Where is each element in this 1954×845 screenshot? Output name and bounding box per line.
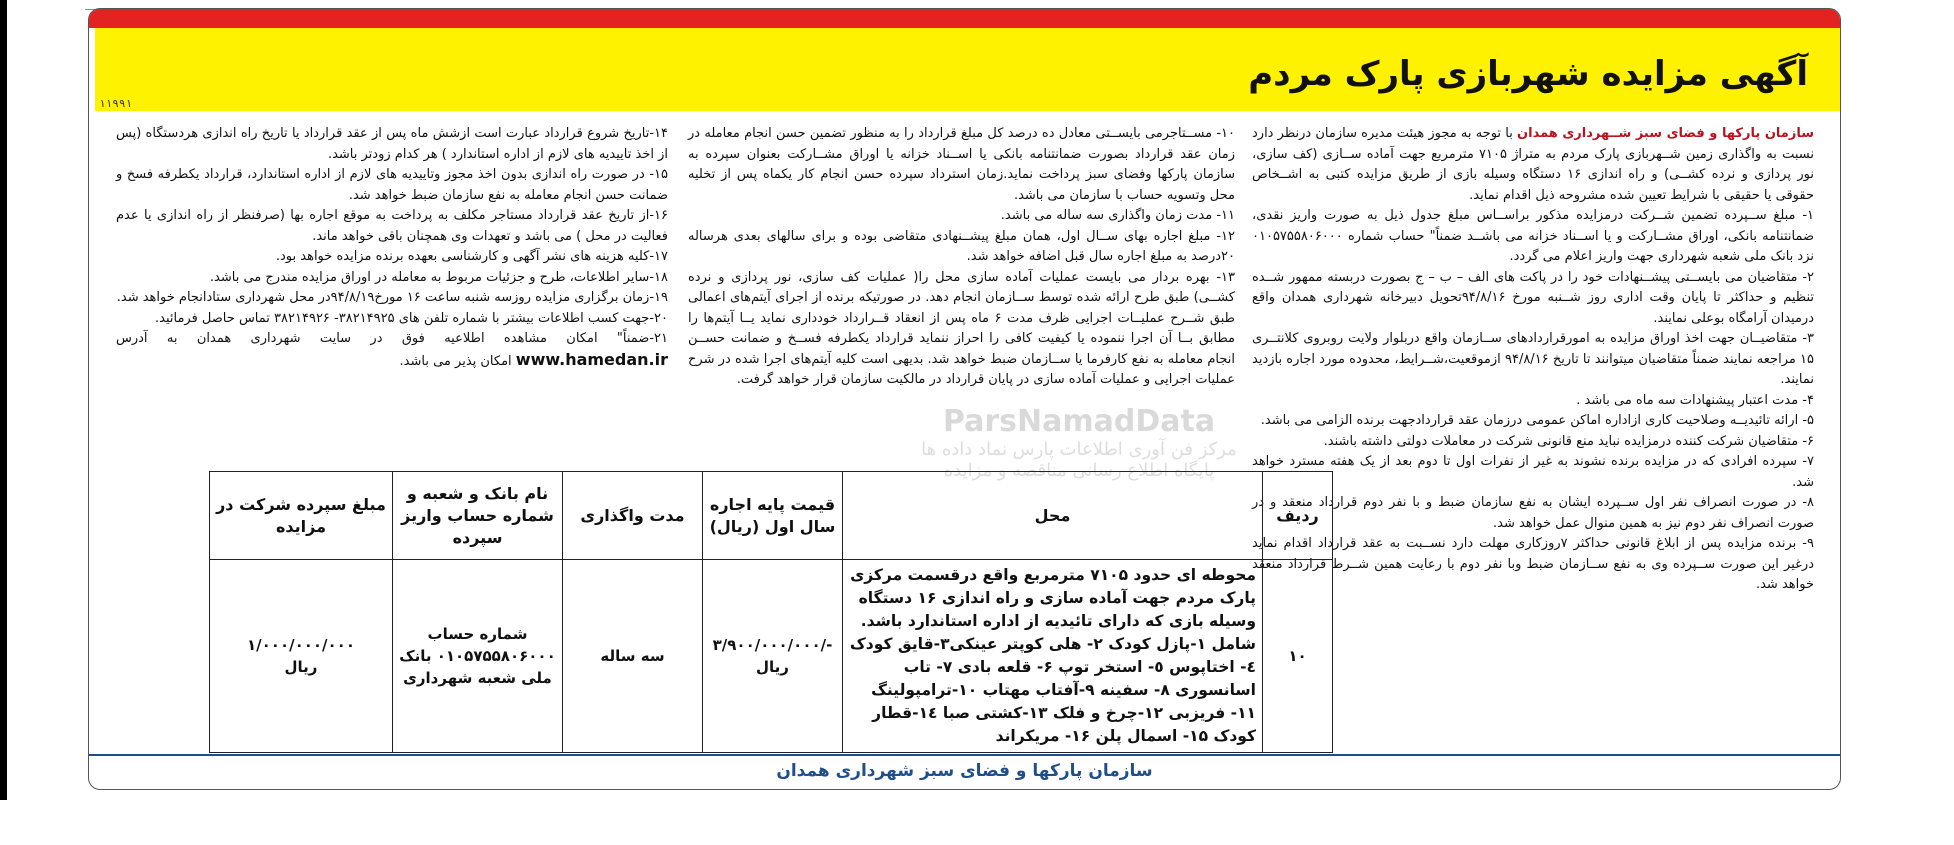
- cell-base-price: [703, 560, 843, 753]
- watermark-line-1: مرکز فن آوری اطلاعات پارس نماد داده ها: [921, 439, 1237, 460]
- term-item: ۷- سپرده افرادی که در مزایده برنده نشوند به غیر از نفرات اول تا دوم بعد از یک هفته مسترد خواهد شد.: [1252, 454, 1814, 490]
- term-item: ۱۵- در صورت راه اندازی بدون اخذ مجوز وتاییدیه های لازم از اداره استاندارد، قرارداد یکطرفه فسخ و ضمانت حسن انجام معامله به نفع سازمان ضبط خواهد شد.: [116, 167, 668, 203]
- header-location: محل: [843, 472, 1263, 560]
- website-suffix: امکان پذیر می باشد.: [399, 353, 516, 369]
- term-item: ۹- برنده مزایده پس از ابلاغ قانونی حداکثر ۷روزکاری مهلت دارد نســبت به عقد قرارداد اقدام نماید درغیر این صورت ســپرده وی به نفع ســازمان ضبط وبا نفر دوم با رعایت همین شــرط قرارداد منعقد خواهد شد.: [1252, 536, 1814, 592]
- cell-duration: سه ساله: [563, 560, 703, 753]
- cell-row-no: ۱۰: [1263, 560, 1333, 753]
- cell-bank: شماره حساب ۰۱۰۵۷۵۵۸۰۶۰۰۰ بانک ملی شعبه شهرداری: [393, 560, 563, 753]
- term-item: ۶- متقاضیان شرکت کننده درمزایده نباید منع قانونی شرکت در معاملات دولتی داشته باشند.: [1323, 433, 1814, 449]
- term-item: ۱۰- مســتاجرمی بایســتی معادل ده درصد کل مبلغ قرارداد را به منظور تضمین حسن انجام معامله در زمان عقد قرارداد بصورت ضمانتنامه بانکی یا اســناد خزانه یا اوراق مشــارکت بعنوان سپرده به سازمان پارکها وفضای سبز پرداخت نماید.زمان استرداد سپرده حسن انجام کار یکماه پس از تخلیه محل وتسویه حساب با سازمان می باشد.: [688, 126, 1235, 203]
- term-item: ۱۳- بهره بردار می بایست عملیات آماده سازی محل را( عملیات کف سازی، نور پردازی و نرده کشــی) طبق طرح ارائه شده توسط ســازمان انجام دهد. در صورتیکه برنده از اجرای آیتم‌های اعمالی طبق شــرح عملیــات اجرایی ظرف مدت ۶ ماه پس از انعقاد قــرارداد خودداری نماید یــا آیتم‌ها را مطابق بــا آن اجرا ننموده یا کیفیت کافی را احراز ننماید قرارداد یکطرفه فســخ و ضمانت حســن انجام معامله به نفع کارفرما یا ســازمان ضبط خواهد شد. بدیهی است کلیه آیتم‌های اجرا شده در شرح عملیات اجرایی و عملیات آماده سازی در پایان قرارداد در مالکیت سازمان قرار خواهد گرفت.: [688, 269, 1235, 387]
- term-item-website: [116, 329, 668, 372]
- deposit-value: ۱/۰۰۰/۰۰۰/۰۰۰: [247, 636, 355, 654]
- left-edge-bar: [0, 0, 7, 800]
- term-item: ۱۶-از تاریخ عقد قرارداد مستاجر مکلف به پرداخت به موقع اجاره بها (صرفنظر از راه اندازی یا عدم فعالیت در محل ) می باشد و تعهدات وی همچنان باقی خواهد ماند.: [116, 208, 668, 244]
- notice-title: آگهی مزایده شهربازی پارک مردم: [1248, 54, 1808, 94]
- header-duration: مدت واگذاری: [563, 472, 703, 560]
- terms-column-2: [688, 124, 1235, 391]
- watermark-line-2: پایگاه اطلاع رسانی مناقصه و مزایده: [943, 460, 1215, 481]
- intro-paragraph: [1252, 124, 1814, 206]
- watermark: [879, 404, 1279, 481]
- table-row: [210, 560, 1333, 753]
- footer-org: سازمان پارکها و فضای سبز شهرداری همدان: [776, 761, 1153, 781]
- terms-column-3: [116, 124, 668, 372]
- term-item: ۱۷-کلیه هزینه های نشر آگهی و کارشناسی بعهده برنده مزایده خواهد بود.: [275, 249, 668, 264]
- cell-deposit: [210, 560, 393, 753]
- term-item: ۸- در صورت انصراف نفر اول ســپرده ایشان به نفع سازمان ضبط و با نفر دوم قرارداد منعقد و در صورت انصراف نفر دوم نیز به همین منوال عمل خواهد شد.: [1252, 495, 1814, 531]
- base-price-value: -/۳/۹۰۰/۰۰۰/۰۰۰: [712, 636, 833, 654]
- terms-column-1: [1252, 124, 1814, 596]
- term-item: ۱- مبلغ ســپرده تضمین شــرکت درمزایده مذکور براســاس مبلغ جدول ذیل به صورت واریز نقدی، ضمانتنامه بانکی، اوراق مشــارکت و یا اســناد خزانه می باشــد ضمناً" حساب شماره ۰۱۰۵۷۵۵۸۰۶۰۰۰ نزد بانک ملی شعبه شهرداری جهت واریز اعلام می گردد.: [1252, 208, 1814, 264]
- term-item: ۲۰-جهت کسب اطلاعات بیشتر با شماره تلفن های ۳۸۲۱۴۹۲۵- ۳۸۲۱۴۹۲۶ تماس حاصل فرمائید.: [154, 310, 668, 326]
- header-base-price: قیمت پایه اجاره سال اول (ریال): [703, 472, 843, 560]
- term-item: ۴- مدت اعتبار پیشنهادات سه ماه می باشد .: [1576, 392, 1814, 408]
- website-intro: ۲۱-ضمناً" امکان مشاهده اطلاعیه فوق در سایت شهرداری همدان به آدرس: [116, 331, 668, 346]
- footer-divider: [89, 754, 1840, 756]
- cell-location: محوطه ای حدود ۷۱۰۵ مترمربع واقع درقسمت مرکزی پارک مردم جهت آماده سازی و راه اندازی ۱۶ دستگاه وسیله بازی که دارای تائیدیه از اداره استاندارد باشد. شامل ۱-پازل کودک ۲- هلی کوپتر عینکی۳-قایق کودک ٤- اختاپوس ٥- استخر توپ ۶- قلعه بادی ۷- تاب اسانسوری ۸- سفینه ۹-آفتاب مهتاب ۱۰-ترامپولینگ ۱۱- فریزبی ۱۲-چرخ و فلک ۱۳-کشتی صبا ۱٤-قطار کودک ۱۵- اسمال پلن ۱۶- مریکراند: [843, 560, 1263, 753]
- term-item: ۱۸-سایر اطلاعات، طرح و جزئیات مربوط به معامله در اوراق مزایده مندرج می باشد.: [209, 269, 668, 285]
- notice-frame: [88, 8, 1841, 790]
- term-item: ۱۱- مدت زمان واگذاری سه ساله می باشد.: [1000, 208, 1235, 223]
- term-item: ۱۹-زمان برگزاری مزایده روزسه شنبه ساعت ۱۶ مورخ۹۴/۸/۱۹در محل شهرداری ستادانجام خواهد شد.: [116, 290, 668, 305]
- intro-text: با توجه به مجوز هیئت مدیره سازمان درنظر دارد نسبت به واگذاری زمین شــهربازی پارک مردم به متراژ ۷۱۰۵ مترمربع جهت آماده ســازی (کف سازی، نور پردازی و نرده کشــی) و راه اندازی ۱۶ دستگاه وسیله بازی از طریق مزایده کتبی به اشــخاص حقوقی یا حقیقی با شرایط تعیین شده مشروحه ذیل اقدام نماید.: [1252, 126, 1814, 203]
- term-item: ۲- متقاضیان می بایســتی پیشــنهادات خود را در پاکت های الف – ب – ج بصورت دربسته ممهور شــده تنظیم و حداکثر تا پایان وقت اداری روز شــنبه مورخ ۹۴/۸/۱۶تحویل دبیرخانه شهرداری همدان واقع درمیدان آرامگاه بوعلی نمایند.: [1252, 269, 1814, 326]
- term-item: ۱۴-تاریخ شروع قرارداد عبارت است ازشش ماه پس از عقد قرارداد یا تاریخ راه اندازی هردستگاه (پس از اخذ تاییدیه های لازم از اداره استاندارد ) هر کدام زودتر باشد.: [116, 126, 668, 162]
- deposit-unit: ریال: [284, 658, 318, 676]
- header-bank: نام بانک و شعبه و شماره حساب واریز سپرده: [393, 472, 563, 560]
- base-price-unit: ریال: [756, 658, 789, 676]
- org-name: سازمان پارکها و فضای سبز شــهرداری همدان: [1517, 126, 1814, 141]
- website-link[interactable]: www.hamedan.ir: [515, 349, 668, 369]
- term-item: ۱۲- مبلغ اجاره بهای ســال اول، همان مبلغ پیشــنهادی متقاضی بوده و برای سالهای بعدی هرساله ۲۰درصد به مبلغ اجاره سال قبل اضافه خواهد شد.: [688, 228, 1235, 264]
- header-row-no: ردیف: [1263, 472, 1333, 560]
- term-item: ۵- ارائه تائیدیــه وصلاحیت کاری ازاداره اماکن عمومی درزمان عقد قراردادجهت برنده الزامی می باشد.: [1260, 413, 1814, 428]
- header-deposit: مبلغ سپرده شرکت در مزایده: [210, 472, 393, 560]
- red-top-bar: [89, 9, 1840, 28]
- auction-table: [209, 471, 1333, 753]
- watermark-brand: ParsNamadData: [942, 404, 1216, 439]
- title-band: [95, 28, 1840, 111]
- term-item: ۳- متقاضیــان جهت اخذ اوراق مزایده به امورقراردادهای ســازمان واقع دربلوار ولایت روبروی کلانتــری ۱۵ مراجعه نمایند ضمناً متقاضیان میتوانند تا تاریخ ۹۴/۸/۱۶ ازموقعیت،شــرایط، محدوده مورد اجاره بازدید نمایند.: [1252, 331, 1814, 387]
- notice-code: ۱۱۹۹۱: [99, 97, 133, 110]
